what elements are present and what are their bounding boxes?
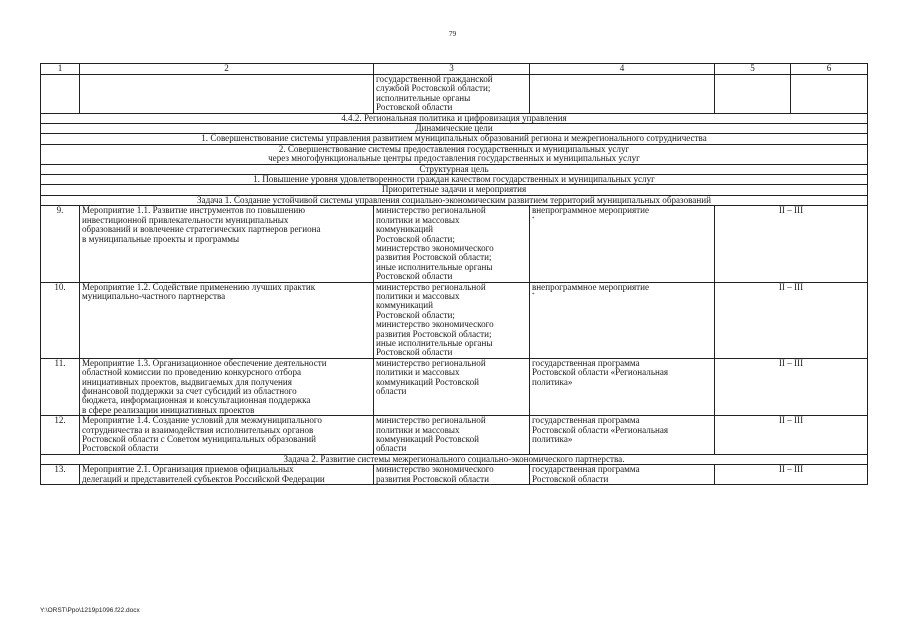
footer-file-path: Y:\ORST\Ppo\1219p1096.f22.docx <box>40 607 140 614</box>
row-number: 10. <box>41 282 80 358</box>
column-number: 2 <box>80 64 374 75</box>
row-number: 12. <box>41 416 80 455</box>
activities-table <box>40 63 868 485</box>
executor-cell: министерство региональной политики и массовых коммуникаций Ростовской области; министерство экономического развития Ростовской области; иные исполнительные органы Ростовской области <box>374 282 530 358</box>
program-cell: внепрограммное мероприятие * <box>530 206 715 282</box>
footnote-mark: * <box>532 292 535 298</box>
column-number: 1 <box>41 64 80 75</box>
table-row <box>41 416 868 455</box>
column-number: 3 <box>374 64 530 75</box>
row-number: 13. <box>41 465 80 485</box>
column-number: 5 <box>715 64 791 75</box>
program-cell: внепрограммное мероприятие * <box>530 282 715 358</box>
task-1-heading: Задача 1. Создание устойчивой системы управления социально-экономическим развитием территорий муниципальных образований <box>41 195 868 205</box>
period-cell: II – III <box>715 465 868 485</box>
activity-cell: Мероприятие 1.1. Развитие инструментов по повышению инвестиционной привлекательности муниципальных образований и вовлечение стратегических партнеров региона в муниципальные проекты и программы <box>80 206 374 282</box>
table-row <box>41 465 868 485</box>
activity-cell: Мероприятие 2.1. Организация приемов официальных делегаций и представителей субъектов Российской Федерации <box>80 465 374 485</box>
activity-cell: Мероприятие 1.4. Создание условий для межмуниципального сотрудничества и взаимодействия исполнительных органов Ростовской области с Советом муниципальных образований Ростовской области <box>80 416 374 455</box>
dynamic-goals-title: Динамические цели <box>41 124 868 134</box>
task-2-heading: Задача 2. Развитие системы межрегионального социально-экономического партнерства. <box>41 454 868 464</box>
dynamic-goal-1: 1. Совершенствование системы управления развитием муниципальных образований региона и межрегионального сотрудничества <box>41 134 868 144</box>
program-cell: государственная программа Ростовской области <box>530 465 715 485</box>
column-number-row <box>41 64 868 75</box>
structural-goal-title: Структурная цель <box>41 164 868 174</box>
table-row <box>41 206 868 282</box>
program-cell: государственная программа Ростовской области «Региональная политика» <box>530 358 715 415</box>
table-row <box>41 358 868 415</box>
continued-row <box>41 75 868 114</box>
column-number: 4 <box>530 64 715 75</box>
period-cell: II – III <box>715 282 868 358</box>
executor-cell: министерство экономического развития Ростовской области <box>374 465 530 485</box>
dynamic-goal-2: 2. Совершенствование системы предоставления государственных и муниципальных услуг через многофункциональные центры предоставления государственных и муниципальных услуг <box>41 144 868 164</box>
row-number: 11. <box>41 358 80 415</box>
executor-cell: министерство региональной политики и массовых коммуникаций Ростовской области <box>374 358 530 415</box>
priority-title: Приоритетные задачи и мероприятия <box>41 185 868 195</box>
footnote-mark: * <box>532 216 535 222</box>
section-heading: 4.4.2. Региональная политика и цифровизация управления <box>41 113 868 123</box>
executor-cell: министерство региональной политики и массовых коммуникаций Ростовской области <box>374 416 530 455</box>
program-cell: государственная программа Ростовской области «Региональная политика» <box>530 416 715 455</box>
structural-goal-1: 1. Повышение уровня удовлетворенности граждан качеством государственных и муниципальных услуг <box>41 175 868 185</box>
executor-cell: государственной гражданской службой Ростовской области; исполнительные органы Ростовской области <box>374 75 530 114</box>
period-cell: II – III <box>715 416 868 455</box>
row-number: 9. <box>41 206 80 282</box>
column-number: 6 <box>791 64 868 75</box>
period-cell: II – III <box>715 206 868 282</box>
activity-cell: Мероприятие 1.3. Организационное обеспечение деятельности областной комиссии по проведению конкурсного отбора инициативных проектов, выдвигаемых для получения финансовой поддержки за счет субсидий из областного бюджета, информационная и консультационная поддержка в сфере реализации инициативных проектов <box>80 358 374 415</box>
executor-cell: министерство региональной политики и массовых коммуникаций Ростовской области; министерство экономического развития Ростовской области; иные исполнительные органы Ростовской области <box>374 206 530 282</box>
period-cell: II – III <box>715 358 868 415</box>
activity-cell: Мероприятие 1.2. Содействие применению лучших практик муниципально-частного партнерства <box>80 282 374 358</box>
page-number: 79 <box>448 29 457 38</box>
table-row <box>41 282 868 358</box>
